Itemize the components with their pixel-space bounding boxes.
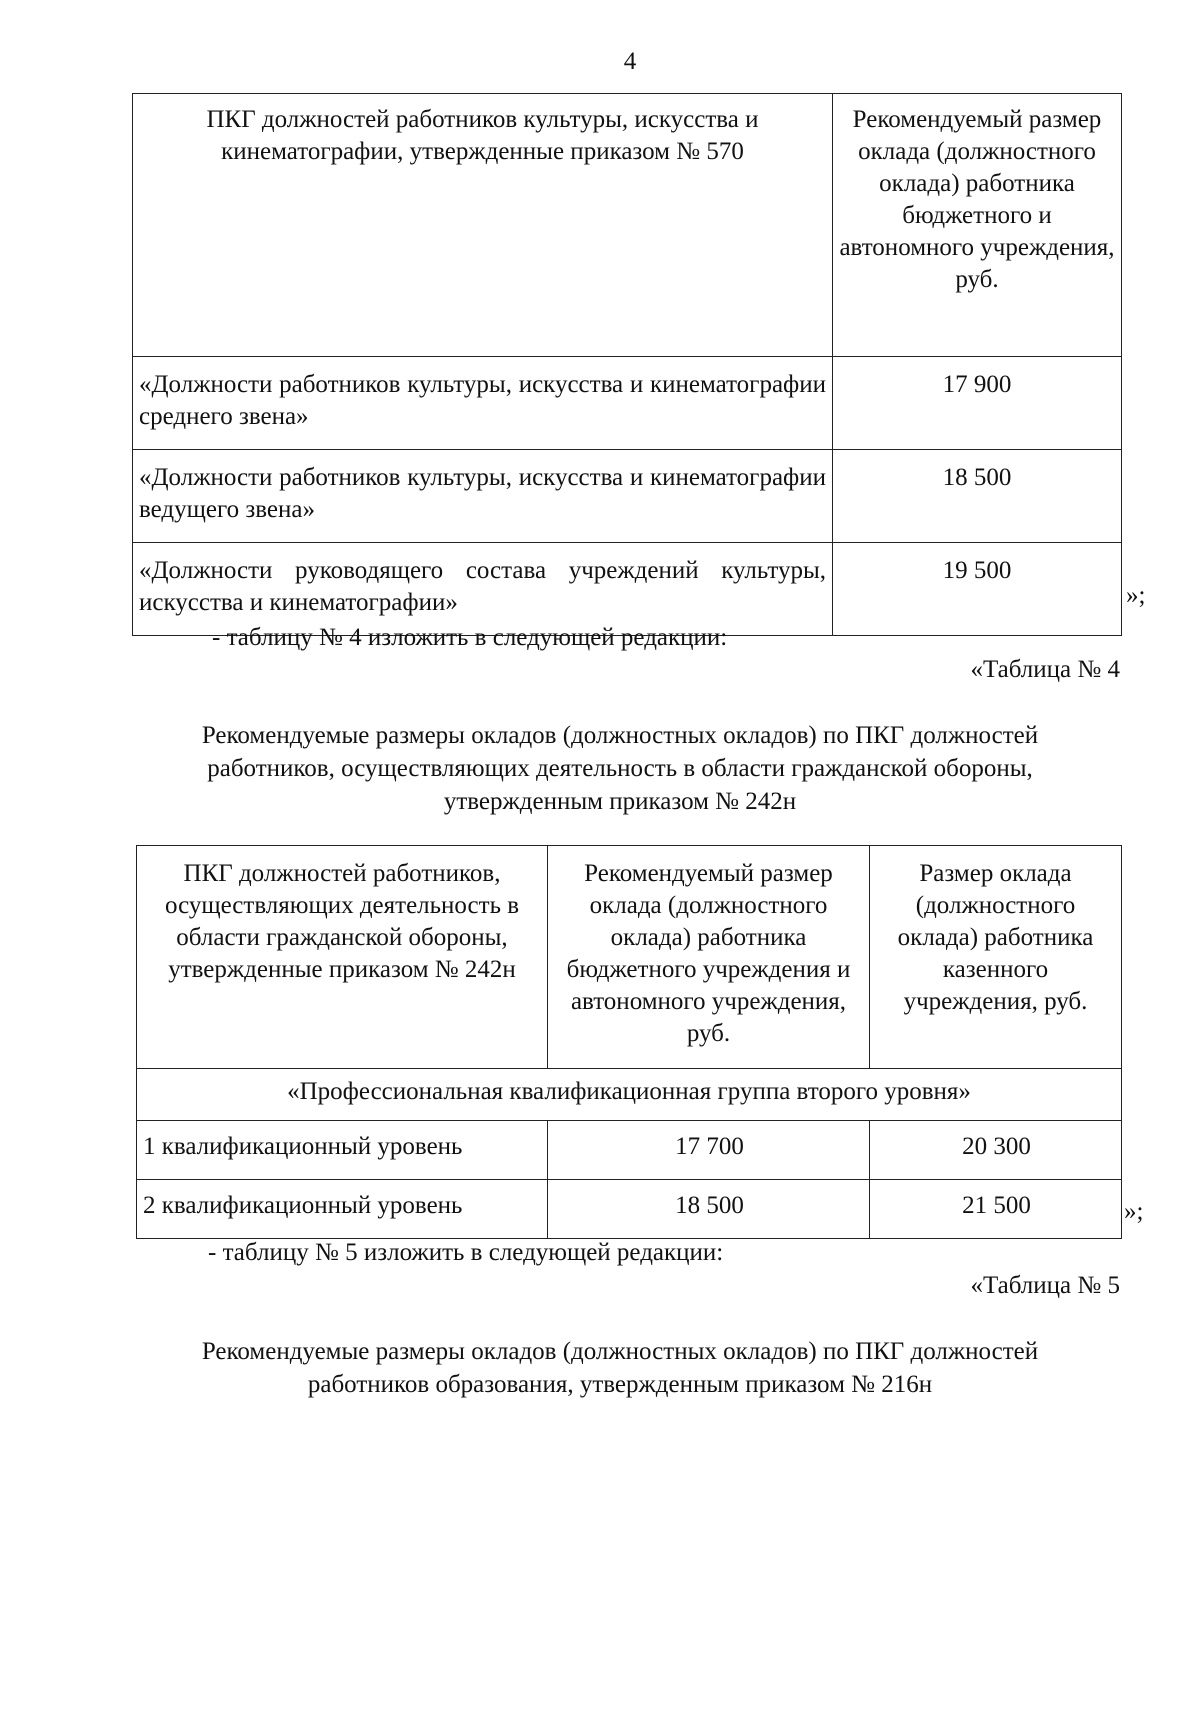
page-number: 4	[623, 48, 637, 75]
instruction-table-4: - таблицу № 4 изложить в следующей редакции:	[212, 624, 728, 651]
table-civil-defense-salaries	[136, 845, 1122, 1239]
header-state-salary: Размер оклада (должностного оклада) работника казенного учреждения, руб.	[870, 846, 1122, 1069]
row-name: «Должности руководящего состава учреждений культуры, искусства и кинематографии»	[133, 543, 833, 636]
table-row	[133, 357, 1122, 450]
row-state-value: 20 300	[870, 1121, 1122, 1180]
header-recommended-salary: Рекомендуемый размер оклада (должностного оклада) работника бюджетного учреждения и автономного учреждения, руб.	[548, 846, 870, 1069]
instruction-table-5: - таблицу № 5 изложить в следующей редакции:	[208, 1239, 724, 1266]
header-pkg-civil-defense: ПКГ должностей работников, осуществляющих деятельность в области гражданской обороны, утвержденные приказом № 242н	[137, 846, 548, 1069]
table-5-label: «Таблица № 5	[970, 1272, 1120, 1299]
table-culture-salaries	[132, 93, 1122, 636]
header-pkg-culture: ПКГ должностей работников культуры, искусства и кинематографии, утвержденные приказом № 570	[133, 94, 833, 357]
row-budget-value: 18 500	[548, 1180, 870, 1239]
row-value: 19 500	[833, 543, 1122, 636]
table-header-row	[133, 94, 1122, 357]
row-level: 2 квалификационный уровень	[137, 1180, 548, 1239]
table-4-heading-line-1: Рекомендуемые размеры окладов (должностных окладов) по ПКГ должностей	[201, 722, 1039, 749]
row-level: 1 квалификационный уровень	[137, 1121, 548, 1180]
row-name: «Должности работников культуры, искусства и кинематографии среднего звена»	[133, 357, 833, 450]
row-state-value: 21 500	[870, 1180, 1122, 1239]
table-row	[137, 1121, 1122, 1180]
group-title: «Профессиональная квалификационная группа второго уровня»	[137, 1069, 1122, 1121]
row-value: 17 900	[833, 357, 1122, 450]
group-row	[137, 1069, 1122, 1121]
table-row	[137, 1180, 1122, 1239]
header-recommended-salary: Рекомендуемый размер оклада (должностного оклада) работника бюджетного и автономного учреждения, руб.	[833, 94, 1122, 357]
row-budget-value: 17 700	[548, 1121, 870, 1180]
table-5-heading-line-1: Рекомендуемые размеры окладов (должностных окладов) по ПКГ должностей	[201, 1338, 1039, 1365]
closing-quote: »;	[1124, 1198, 1144, 1225]
table-4-heading-line-3: утвержденным приказом № 242н	[443, 788, 797, 815]
table-row	[133, 450, 1122, 543]
table-header-row	[137, 846, 1122, 1069]
table-5-heading-line-2: работников образования, утвержденным приказом № 216н	[307, 1371, 933, 1398]
table-4-label: «Таблица № 4	[970, 656, 1120, 683]
closing-quote: »;	[1126, 582, 1146, 609]
row-name: «Должности работников культуры, искусства и кинематографии ведущего звена»	[133, 450, 833, 543]
row-value: 18 500	[833, 450, 1122, 543]
table-4-heading-line-2: работников, осуществляющих деятельность в области гражданской обороны,	[207, 755, 1033, 782]
